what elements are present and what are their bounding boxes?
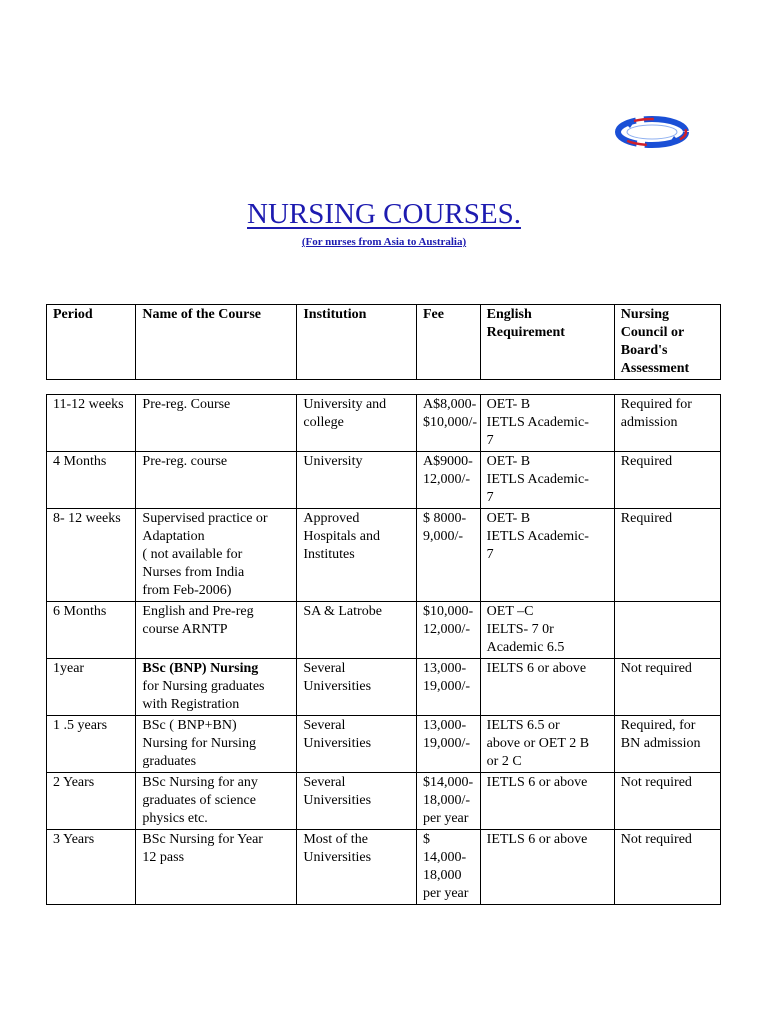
cell-line: 7 — [486, 490, 494, 505]
cell-fee — [416, 830, 480, 905]
cell-fee — [416, 773, 480, 830]
cell-line: Nurses from India — [142, 565, 245, 580]
cell-line: Several — [303, 718, 346, 733]
header-line: Requirement — [486, 325, 565, 340]
cell-institution — [297, 773, 417, 830]
cell-line: 12,000/- — [422, 622, 471, 637]
cell-line: $14,000- — [422, 775, 474, 790]
cell-line: OET- B — [486, 454, 531, 469]
cell-line: 12,000/- — [422, 472, 471, 487]
cell-council — [614, 716, 720, 773]
header-line: Nursing — [620, 307, 670, 322]
cell-line: 18,000/- — [422, 793, 471, 808]
cell-line: Required, for — [620, 718, 696, 733]
cell-institution — [297, 395, 417, 452]
cell-council — [614, 452, 720, 509]
table-row — [47, 395, 721, 452]
cell-course — [136, 659, 297, 716]
cell-line: Several — [303, 775, 346, 790]
cell-institution — [297, 716, 417, 773]
header-english — [480, 305, 614, 380]
header-line: Board's — [620, 343, 668, 358]
header-course: Name of the Course — [136, 305, 297, 380]
cell-period: 11-12 weeks — [47, 395, 136, 452]
cell-line: above or OET 2 B — [486, 736, 590, 751]
cell-line: IETLS Academic- — [486, 472, 589, 487]
cell-line: 18,000 — [422, 868, 462, 883]
cell-line: University and — [303, 397, 387, 412]
cell-line: college — [303, 415, 344, 430]
cell-line: Not required — [620, 661, 692, 676]
cell-english — [480, 773, 614, 830]
cell-fee — [416, 395, 480, 452]
circular-arrows-logo-icon — [612, 112, 692, 152]
cell-line: Universities — [303, 736, 372, 751]
table-row — [47, 830, 721, 905]
cell-period: 4 Months — [47, 452, 136, 509]
cell-fee — [416, 716, 480, 773]
cell-line: OET- B — [486, 511, 531, 526]
cell-line: A$9000- — [422, 454, 473, 469]
cell-course — [136, 602, 297, 659]
cell-institution — [297, 659, 417, 716]
cell-line: 7 — [486, 433, 494, 448]
cell-fee — [416, 659, 480, 716]
header-row — [47, 305, 721, 380]
cell-council — [614, 395, 720, 452]
cell-line: Adaptation — [142, 529, 205, 544]
cell-line: 19,000/- — [422, 736, 471, 751]
cell-line: IETLS Academic- — [486, 415, 589, 430]
cell-fee — [416, 452, 480, 509]
cell-course — [136, 509, 297, 602]
cell-line: BN admission — [620, 736, 701, 751]
cell-line: 7 — [486, 547, 494, 562]
cell-line: A$8,000- — [422, 397, 477, 412]
cell-english — [480, 395, 614, 452]
cell-line: for Nursing graduates — [142, 679, 265, 694]
cell-course — [136, 773, 297, 830]
cell-institution — [297, 602, 417, 659]
header-line: Council or — [620, 325, 685, 340]
cell-line: Institutes — [303, 547, 355, 562]
cell-course — [136, 395, 297, 452]
cell-period: 1 .5 years — [47, 716, 136, 773]
header-table — [46, 304, 721, 380]
cell-english — [480, 452, 614, 509]
header-institution: Institution — [297, 305, 417, 380]
cell-period: 8- 12 weeks — [47, 509, 136, 602]
header-council — [614, 305, 720, 380]
cell-line: Academic 6.5 — [486, 640, 565, 655]
cell-institution — [297, 509, 417, 602]
cell-english — [480, 602, 614, 659]
table-row — [47, 659, 721, 716]
cell-line: $10,000/- — [422, 415, 478, 430]
cell-council — [614, 830, 720, 905]
cell-line: 13,000- — [422, 661, 467, 676]
cell-line: Hospitals and — [303, 529, 380, 544]
cell-line: 9,000/- — [422, 529, 464, 544]
cell-course — [136, 830, 297, 905]
cell-institution — [297, 830, 417, 905]
table-row — [47, 509, 721, 602]
cell-line: graduates of science — [142, 793, 256, 808]
cell-line: Not required — [620, 832, 692, 847]
cell-line: admission — [620, 415, 678, 430]
cell-council — [614, 659, 720, 716]
cell-line: BSc Nursing for Year — [142, 832, 263, 847]
cell-line: 12 pass — [142, 850, 185, 865]
table-row — [47, 716, 721, 773]
cell-line: Several — [303, 661, 346, 676]
cell-line: IETLS 6 or above — [486, 832, 588, 847]
cell-line: 19,000/- — [422, 679, 471, 694]
cell-line: IELTS- 7 0r — [486, 622, 554, 637]
cell-line: $10,000- — [422, 604, 474, 619]
cell-line: Required for — [620, 397, 692, 412]
cell-english — [480, 830, 614, 905]
header-fee: Fee — [416, 305, 480, 380]
cell-line: Nursing for Nursing — [142, 736, 256, 751]
cell-course — [136, 452, 297, 509]
cell-line: ( not available for — [142, 547, 243, 562]
cell-line: course ARNTP — [142, 622, 228, 637]
cell-line: per year — [422, 811, 469, 826]
cell-line: IELTS 6.5 or — [486, 718, 560, 733]
cell-line: BSc ( BNP+BN) — [142, 718, 237, 733]
cell-line: English and Pre-reg — [142, 604, 254, 619]
cell-line: IELTS 6 or above — [486, 661, 587, 676]
cell-line: Supervised practice or — [142, 511, 268, 526]
cell-line: Universities — [303, 850, 372, 865]
cell-line: IETLS Academic- — [486, 529, 589, 544]
cell-line: physics etc. — [142, 811, 208, 826]
cell-line: from Feb-2006) — [142, 583, 232, 598]
cell-line: OET- B — [486, 397, 531, 412]
cell-line: Pre-reg. Course — [142, 397, 231, 412]
cell-period: 2 Years — [47, 773, 136, 830]
page-title: NURSING COURSES. — [247, 198, 521, 230]
cell-english — [480, 716, 614, 773]
header-line: English — [486, 307, 532, 322]
header-line: Assessment — [620, 361, 690, 376]
cell-line: or 2 C — [486, 754, 522, 769]
cell-english — [480, 659, 614, 716]
cell-line: Universities — [303, 793, 372, 808]
cell-line: OET –C — [486, 604, 534, 619]
cell-line: Required — [620, 454, 673, 469]
cell-line: Not required — [620, 775, 692, 790]
cell-line: $ 8000- — [422, 511, 467, 526]
cell-line: SA & Latrobe — [303, 604, 382, 619]
cell-fee — [416, 602, 480, 659]
cell-period: 6 Months — [47, 602, 136, 659]
header-period: Period — [47, 305, 136, 380]
cell-course — [136, 716, 297, 773]
cell-council — [614, 509, 720, 602]
cell-line: $ 14,000- — [422, 832, 467, 865]
cell-line: graduates — [142, 754, 197, 769]
cell-council — [614, 602, 720, 659]
cell-council — [614, 773, 720, 830]
cell-line: BSc Nursing for any — [142, 775, 258, 790]
cell-line: with Registration — [142, 697, 240, 712]
cell-line: 13,000- — [422, 718, 467, 733]
cell-english — [480, 509, 614, 602]
cell-line: University — [303, 454, 363, 469]
table-row — [47, 602, 721, 659]
cell-institution — [297, 452, 417, 509]
page-subtitle: (For nurses from Asia to Australia) — [301, 236, 467, 248]
cell-line: Approved — [303, 511, 360, 526]
cell-line: Pre-reg. course — [142, 454, 228, 469]
table-row — [47, 452, 721, 509]
cell-line: Required — [620, 511, 673, 526]
courses-table — [46, 394, 721, 905]
cell-line: IETLS 6 or above — [486, 775, 588, 790]
cell-line-bold: BSc (BNP) Nursing — [142, 661, 259, 676]
cell-period: 3 Years — [47, 830, 136, 905]
cell-line: Most of the — [303, 832, 368, 847]
cell-period: 1year — [47, 659, 136, 716]
cell-line: Universities — [303, 679, 372, 694]
cell-fee — [416, 509, 480, 602]
cell-line: per year — [422, 886, 469, 901]
table-row — [47, 773, 721, 830]
